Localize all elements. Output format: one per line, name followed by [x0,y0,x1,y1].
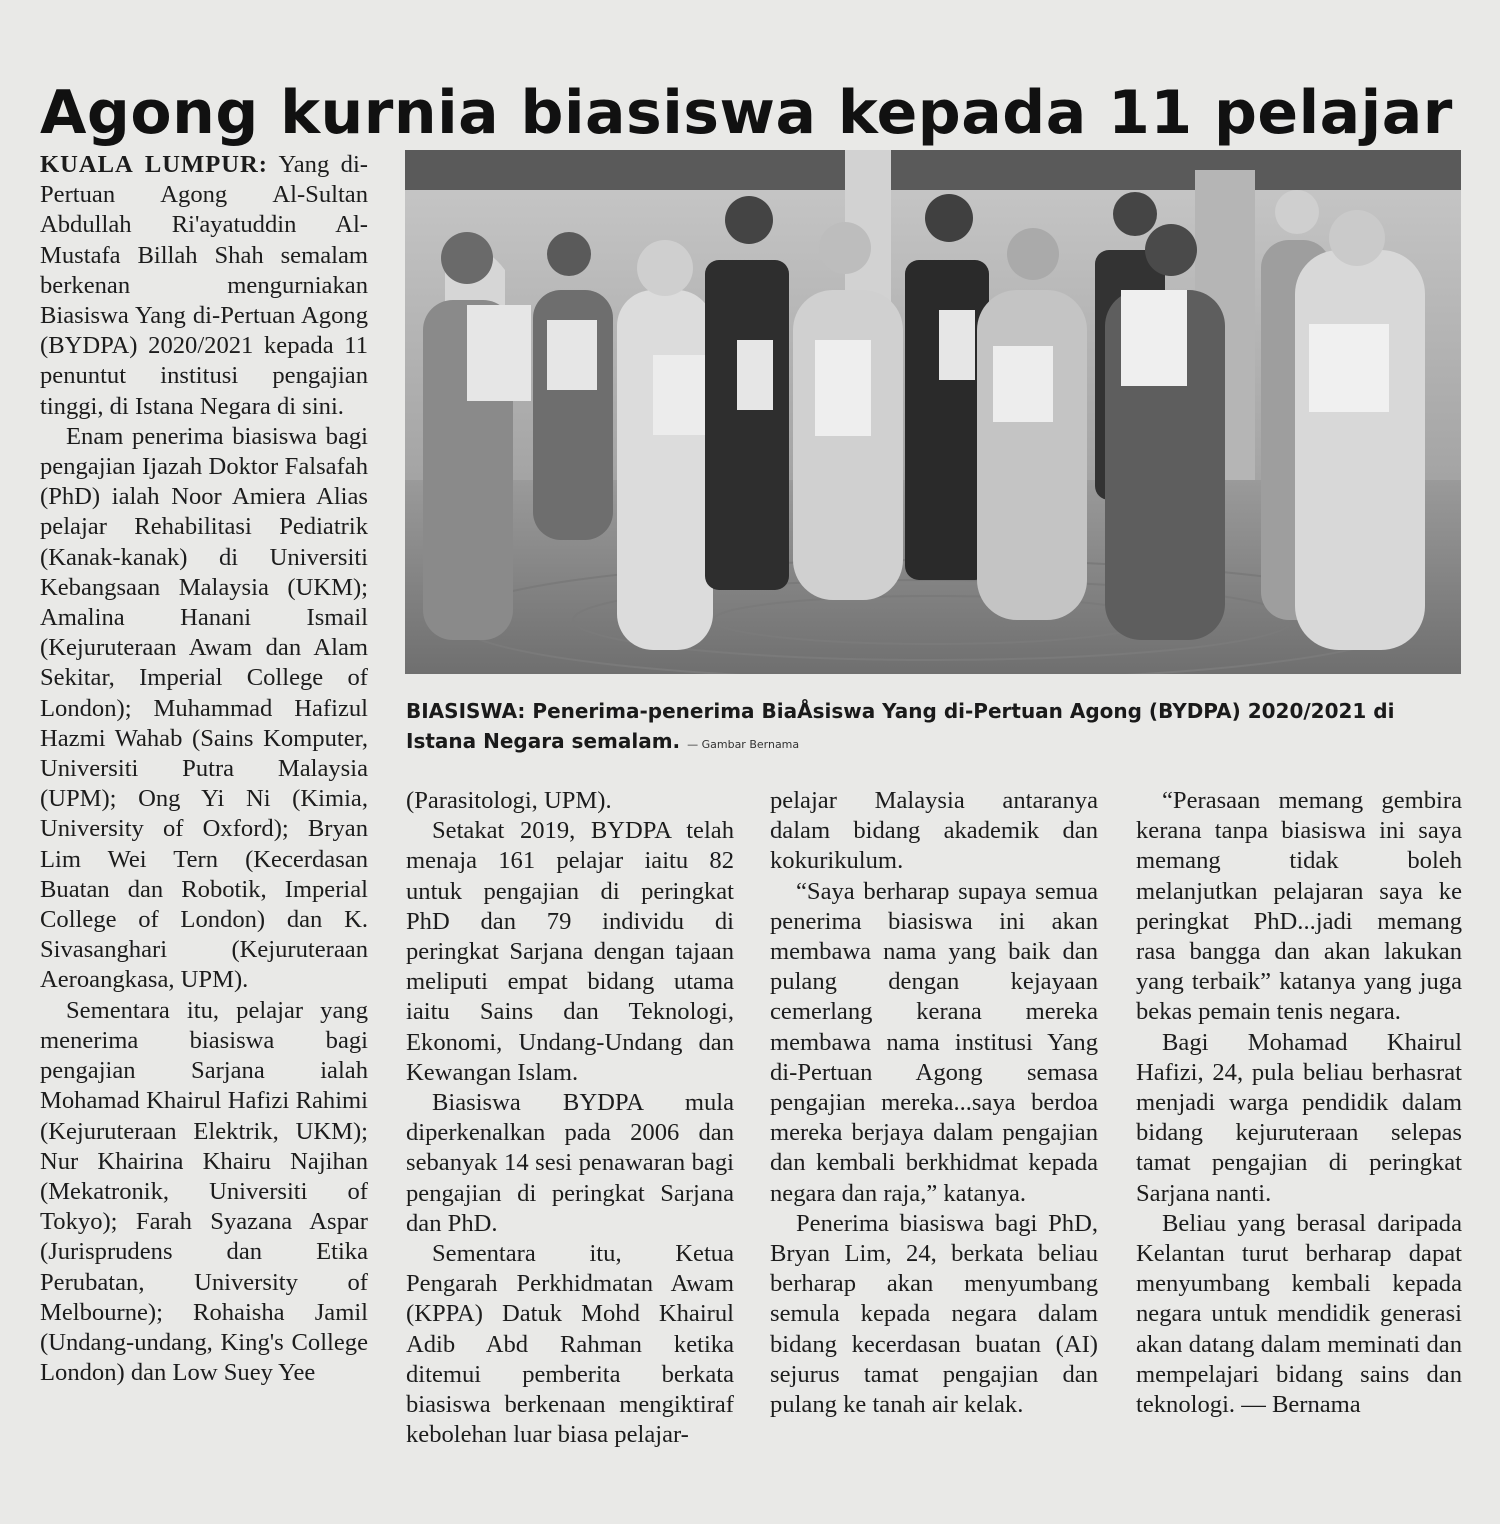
photo-credit: — Gambar Bernama [687,738,800,751]
article-paragraph: Beliau yang berasal daripada Kelantan turut berharap dapat menyumbang kembali kepada negara untuk mendidik generasi akan datang dalam meminati dan mempelajari bidang sains dan teknologi. — Bernama [1136,1209,1462,1419]
news-photo [405,150,1461,674]
article-paragraph: Penerima biasiswa bagi PhD, Bryan Lim, 24, berkata beliau berharap akan menyumbang semula kepada negara dalam bidang kecerdasan buatan (AI) sejurus tamat pengajian dan pulang ke tanah air kelak. [770,1209,1098,1419]
photo-illustration [405,150,1461,674]
paragraph-text: Yang di-Pertuan Agong Al-Sultan Abdullah Ri'ayatuddin Al-Mustafa Billah Shah semalam berkenan mengurniakan Biasiswa Yang di-Pertuan Agong (BYDPA) 2020/2021 kepada 11 penuntut institusi pengajian tinggi, di Istana Negara di sini. [40,151,368,420]
caption-lead: BIASISWA: [406,699,526,723]
article-paragraph: “Saya berharap supaya semua penerima biasiswa ini akan membawa nama yang baik dan pulang dengan kejayaan cemerlang kerana mereka membawa nama institusi Yang di-Pertuan Agong semasa pengajian mereka...saya berdoa mereka berjaya dalam pengajian dan kembali berkhidmat kepada negara dan raja,” katanya. [770,877,1098,1207]
article-paragraph: pelajar Malaysia antaranya dalam bidang akademik dan kokurikulum. [770,787,1098,875]
article-paragraph: Sementara itu, Ketua Pengarah Perkhidmatan Awam (KPPA) Datuk Mohd Khairul Adib Abd Rahman ketika ditemui pemberita berkata biasiswa berkenaan mengiktiraf kebolehan luar biasa pelajar- [406,1240,734,1449]
article-paragraph: Enam penerima biasiswa bagi pengajian Ijazah Doktor Falsafah (PhD) ialah Noor Amiera Alias pelajar Rehabilitasi Pediatrik (Kanak-kanak) di Universiti Kebangsaan Malaysia (UKM); Amalina Hanani Ismail (Kejuruteraan Awam dan Alam Sekitar, Imperial College of London); Muhammad Hafizul Hazmi Wahab (Sains Komputer, Universiti Putra Malaysia (UPM); Ong Yi Ni (Kimia, University of Oxford); Bryan Lim Wei Tern (Kecerdasan Buatan dan Robotik, Imperial College of London) dan K. Sivasanghari (Kejuruteraan Aeroangkasa, UPM). [40,422,368,994]
dateline: KUALA LUMPUR: [40,151,268,178]
article-paragraph: Setakat 2019, BYDPA telah menaja 161 pelajar iaitu 82 untuk pengajian di peringkat PhD dan 79 individu di peringkat Sarjana dengan tajaan meliputi empat bidang utama iaitu Sains dan Teknologi, Ekonomi, Undang-Undang dan Kewangan Islam. [406,817,734,1086]
caption-text: Penerima-penerima BiaÅsiswa Yang di-Pertuan Agong (BYDPA) 2020/2021 di Istana Negara semalam. [406,699,1395,753]
article-paragraph: Bagi Mohamad Khairul Hafizi, 24, pula beliau berhasrat menjadi warga pendidik dalam bidang kejuruteraan selepas tamat pengajian di peringkat Sarjana nanti. [1136,1028,1462,1207]
article-paragraph: Biasiswa BYDPA mula diperkenalkan pada 2006 dan sebanyak 14 sesi penawaran bagi pengajian di peringkat Sarjana dan PhD. [406,1089,734,1237]
article-paragraph: (Parasitologi, UPM). [406,787,612,814]
article-headline: Agong kurnia biasiswa kepada 11 pelajar [40,78,1453,149]
article-column-4 [1136,786,1462,1420]
photo-caption [406,696,1462,760]
article-paragraph: “Perasaan memang gembira kerana tanpa biasiswa ini saya memang tidak boleh melanjutkan pelajaran saya ke peringkat PhD...jadi memang rasa bangga dan akan lakukan yang terbaik” katanya yang juga bekas pemain tenis negara. [1136,787,1462,1026]
article-paragraph [40,150,368,422]
article-column-2 [406,786,734,1450]
article-column-3 [770,786,1098,1420]
article-column-1 [40,150,368,1388]
article-paragraph: Sementara itu, pelajar yang menerima biasiswa bagi pengajian Sarjana ialah Mohamad Khairul Hafizi Rahimi (Kejuruteraan Elektrik, UKM); Nur Khairina Khairu Najihan (Mekatronik, Universiti of Tokyo); Farah Syazana Aspar (Jurisprudens dan Etika Perubatan, University of Melbourne); Rohaisha Jamil (Undang-undang, King's College London) dan Low Suey Yee [40,996,368,1387]
